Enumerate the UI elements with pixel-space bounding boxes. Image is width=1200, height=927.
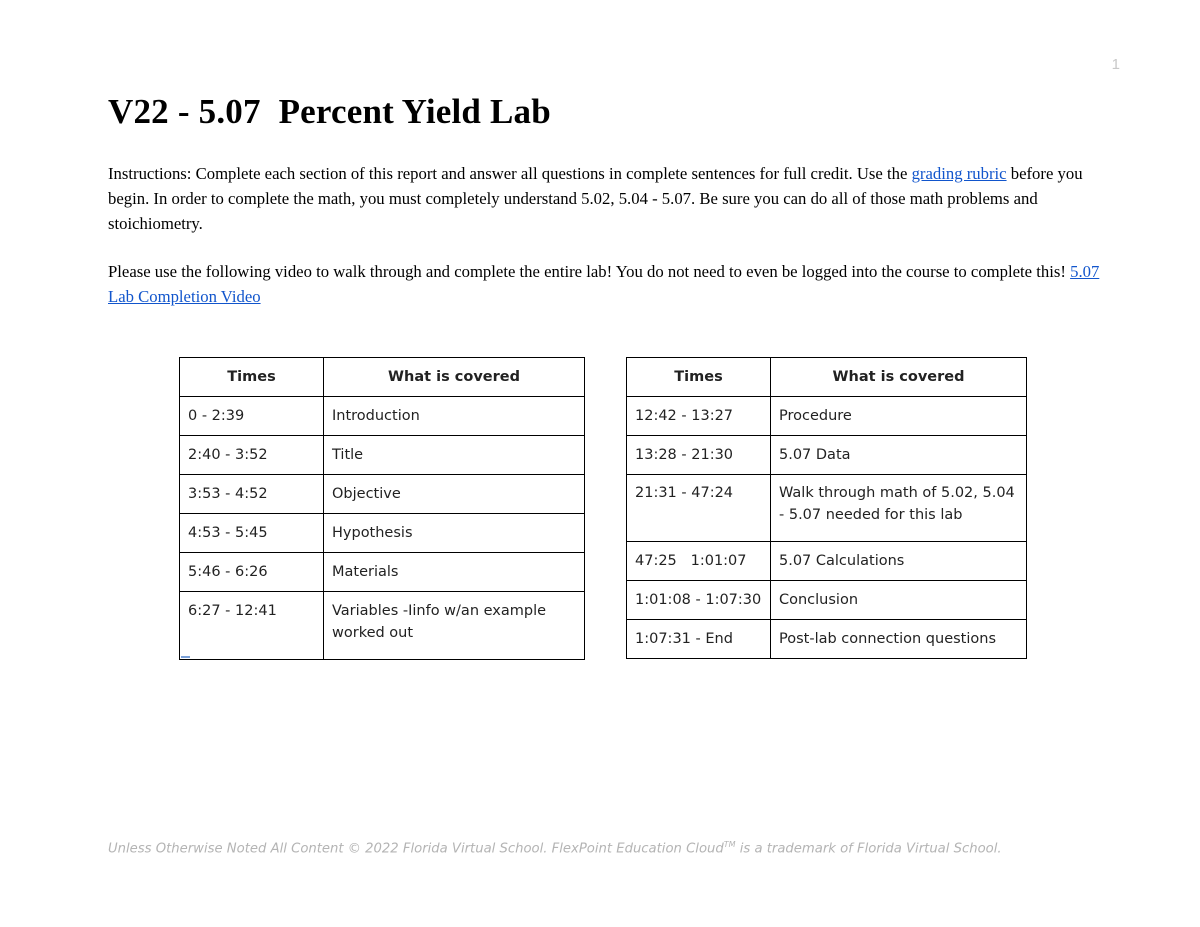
- times-header: Times: [627, 358, 771, 397]
- table-row: [180, 514, 585, 553]
- text-cursor-marker: [181, 656, 190, 658]
- video-note-text: Please use the following video to walk through and complete the entire lab! You do not need to even be logged into the course to complete this!: [108, 262, 1071, 281]
- grading-rubric-link[interactable]: grading rubric: [911, 164, 1007, 183]
- table-row: [627, 542, 1027, 581]
- topic-cell: 5.07 Calculations: [771, 542, 1027, 581]
- topic-cell: Introduction: [324, 397, 585, 436]
- time-cell: 13:28 - 21:30: [627, 436, 771, 475]
- topic-cell: Materials: [324, 553, 585, 592]
- time-cell: 1:07:31 - End: [627, 620, 771, 659]
- table-row: [180, 475, 585, 514]
- time-cell: 12:42 - 13:27: [627, 397, 771, 436]
- instructions-paragraph: [108, 161, 1118, 236]
- table-row: [180, 553, 585, 592]
- topic-cell: Post-lab connection questions: [771, 620, 1027, 659]
- topic-cell: Procedure: [771, 397, 1027, 436]
- table-row: [180, 592, 585, 660]
- footer-text-start: Unless Otherwise Noted All Content © 2022 Florida Virtual School. FlexPoint Education Cloud: [108, 841, 724, 857]
- topic-cell: Hypothesis: [324, 514, 585, 553]
- copyright-footer: [108, 840, 1002, 856]
- topic-cell: Conclusion: [771, 581, 1027, 620]
- table-header-row: [180, 358, 585, 397]
- trademark-mark: TM: [723, 840, 736, 849]
- page-number: 1: [1111, 56, 1120, 73]
- video-schedule-table-left: [179, 357, 585, 660]
- time-cell: 3:53 - 4:52: [180, 475, 324, 514]
- time-cell: 1:01:08 - 1:07:30: [627, 581, 771, 620]
- table-row: [627, 581, 1027, 620]
- instructions-text-end: before you begin. In order to complete the math, you must completely understand 5.02, 5.04 - 5.07. Be sure you can do all of those math problems and stoichiometry.: [108, 164, 1083, 233]
- time-cell: 0 - 2:39: [180, 397, 324, 436]
- time-cell: 4:53 - 5:45: [180, 514, 324, 553]
- covered-header: What is covered: [324, 358, 585, 397]
- time-cell: 5:46 - 6:26: [180, 553, 324, 592]
- time-cell: 47:25 1:01:07: [627, 542, 771, 581]
- table-row: [180, 397, 585, 436]
- times-header: Times: [180, 358, 324, 397]
- covered-header: What is covered: [771, 358, 1027, 397]
- time-cell: 6:27 - 12:41: [180, 592, 324, 660]
- topic-cell: Objective: [324, 475, 585, 514]
- table-row: [627, 620, 1027, 659]
- table-row: [627, 436, 1027, 475]
- video-note-paragraph: [108, 259, 1118, 309]
- topic-cell: Variables -Iinfo w/an example worked out: [324, 592, 585, 660]
- video-schedule-table-right: [626, 357, 1027, 659]
- instructions-text-start: Instructions: Complete each section of this report and answer all questions in complete sentences for full credit. Use the: [108, 164, 912, 183]
- table-row: [180, 436, 585, 475]
- page-title: V22 - 5.07 Percent Yield Lab: [108, 92, 551, 131]
- time-cell: 2:40 - 3:52: [180, 436, 324, 475]
- topic-cell: Title: [324, 436, 585, 475]
- footer-text-end: is a trademark of Florida Virtual School.: [735, 841, 1002, 857]
- table-row: [627, 475, 1027, 542]
- table-row: [627, 397, 1027, 436]
- table-header-row: [627, 358, 1027, 397]
- lab-completion-video-link[interactable]: 5.07 Lab Completion Video: [108, 262, 1100, 306]
- topic-cell: Walk through math of 5.02, 5.04 - 5.07 needed for this lab: [771, 475, 1027, 542]
- topic-cell: 5.07 Data: [771, 436, 1027, 475]
- time-cell: 21:31 - 47:24: [627, 475, 771, 542]
